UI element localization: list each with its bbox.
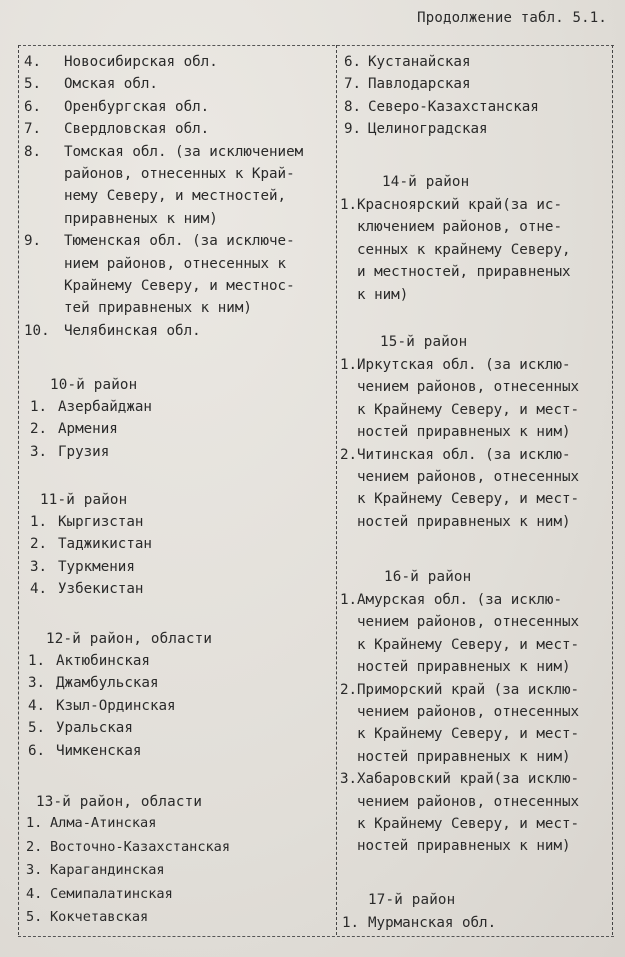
- item-text-continuation: ностей приравненых к ним): [357, 838, 571, 855]
- item-number: 7.: [24, 121, 42, 138]
- item-text-continuation: ностей приравненых к ним): [357, 424, 571, 441]
- item-number: 4.: [26, 885, 43, 902]
- item-text-continuation: нием районов, отнесенных к: [64, 255, 287, 272]
- item-text: Амурская обл. (за исклю-: [357, 592, 562, 608]
- region-heading: 16-й район: [384, 569, 472, 585]
- item-number: 2.: [30, 421, 48, 438]
- item-text-continuation: районов, отнесенных к Край-: [64, 166, 295, 182]
- region-heading: 10-й район: [50, 377, 138, 393]
- item-number: 8.: [344, 98, 362, 115]
- item-text: Туркмения: [58, 558, 135, 575]
- item-text-continuation: ключением районов, отне-: [357, 219, 562, 236]
- item-text: Мурманская обл.: [368, 915, 497, 931]
- item-text-continuation: ностей приравненых к ним): [357, 513, 571, 530]
- item-text: Красноярский край(за ис-: [357, 197, 562, 213]
- item-number: 2.: [340, 681, 358, 698]
- item-text-continuation: ностей приравненых к ним): [357, 748, 571, 765]
- item-number: 2.: [340, 446, 358, 463]
- item-number: 2.: [30, 536, 48, 553]
- item-text: Кокчетавская: [50, 909, 149, 926]
- item-number: 3.: [28, 675, 46, 692]
- left-border-rule: [18, 45, 19, 935]
- item-text: Карагандинская: [50, 862, 165, 879]
- item-number: 7.: [344, 76, 362, 93]
- item-number: 1.: [340, 197, 358, 213]
- item-number: 5.: [26, 909, 43, 926]
- item-text: Свердловская обл.: [64, 121, 210, 138]
- item-text: Чимкенская: [56, 742, 142, 759]
- item-text-continuation: чением районов, отнесенных: [357, 704, 580, 720]
- item-text: Приморский край (за исклю-: [357, 681, 580, 698]
- item-number: 1.: [340, 592, 358, 608]
- item-text-continuation: чением районов, отнесенных: [357, 469, 580, 485]
- item-text: Омская обл.: [64, 76, 158, 93]
- item-number: 1.: [30, 399, 48, 415]
- item-text: Хабаровский край(за исклю-: [357, 771, 580, 788]
- item-number: 9.: [24, 233, 42, 250]
- item-text-continuation: чением районов, отнесенных: [357, 793, 580, 810]
- item-number: 2.: [26, 838, 43, 855]
- item-text-continuation: приравненых к ним): [64, 210, 218, 227]
- item-text: Кустанайская: [368, 54, 471, 70]
- item-number: 1.: [342, 915, 360, 931]
- region-heading: 17-й район: [368, 892, 456, 908]
- item-text-continuation: чением районов, отнесенных: [357, 379, 580, 396]
- item-number: 6.: [28, 742, 46, 759]
- item-number: 1.: [28, 653, 46, 669]
- item-text: Таджикистан: [58, 536, 152, 553]
- item-text: Джамбульская: [56, 675, 159, 692]
- item-text: Узбекистан: [58, 581, 144, 598]
- item-number: 3.: [340, 771, 358, 788]
- item-text: Кзыл-Ординская: [56, 697, 176, 714]
- region-heading: 11-й район: [40, 492, 128, 508]
- item-text: Армения: [58, 421, 118, 438]
- item-text: Северо-Казахстанская: [368, 98, 539, 115]
- item-text: Павлодарская: [368, 76, 471, 93]
- item-text-continuation: тей приравненых к ним): [64, 300, 252, 317]
- item-text: Азербайджан: [58, 399, 152, 415]
- item-text: Алма-Атинская: [50, 815, 157, 831]
- item-text-continuation: к Крайнему Северу, и мест-: [357, 401, 580, 418]
- item-text: Семипалатинская: [50, 885, 173, 902]
- right-border-rule: [612, 45, 613, 935]
- item-number: 4.: [28, 697, 46, 714]
- region-heading: 12-й район, области: [46, 631, 213, 647]
- item-number: 4.: [24, 54, 42, 70]
- item-number: 1.: [30, 514, 48, 530]
- item-text-continuation: к ним): [357, 286, 409, 303]
- item-number: 8.: [24, 143, 42, 160]
- item-number: 4.: [30, 581, 48, 598]
- table-frame: [18, 45, 614, 937]
- item-text: Читинская обл. (за исклю-: [357, 446, 571, 463]
- column-divider-rule: [336, 45, 337, 935]
- table-caption: Продолжение табл. 5.1.: [417, 10, 607, 26]
- item-number: 5.: [24, 76, 42, 93]
- item-number: 3.: [30, 443, 48, 460]
- item-text-continuation: к Крайнему Северу, и мест-: [357, 491, 580, 508]
- item-text: Челябинская обл.: [64, 322, 201, 339]
- item-number: 6.: [24, 98, 42, 115]
- item-text-continuation: сенных к крайнему Северу,: [357, 241, 571, 258]
- item-text-continuation: Крайнему Северу, и местнос-: [64, 278, 295, 294]
- region-heading: 13-й район, области: [36, 794, 203, 810]
- item-text: Кыргизстан: [58, 514, 144, 530]
- item-text: Иркутская обл. (за исклю-: [357, 357, 571, 373]
- region-heading: 14-й район: [382, 174, 470, 190]
- item-text: Томская обл. (за исключением: [64, 143, 304, 160]
- item-text: Целиноградская: [368, 121, 488, 138]
- item-number: 9.: [344, 121, 362, 138]
- item-text: Тюменская обл. (за исключе-: [64, 233, 295, 250]
- item-number: 5.: [28, 720, 46, 737]
- item-text: Новосибирская обл.: [64, 54, 218, 70]
- item-text-continuation: и местностей, приравненых: [357, 264, 571, 281]
- item-text-continuation: к Крайнему Северу, и мест-: [357, 726, 580, 743]
- item-text: Восточно-Казахстанская: [50, 838, 231, 855]
- item-text-continuation: нему Северу, и местностей,: [64, 188, 287, 205]
- item-text-continuation: ностей приравненых к ним): [357, 659, 571, 676]
- item-number: 1.: [340, 357, 358, 373]
- item-number: 3.: [26, 862, 43, 879]
- item-text-continuation: к Крайнему Северу, и мест-: [357, 636, 580, 653]
- item-text: Оренбургская обл.: [64, 98, 210, 115]
- item-text-continuation: к Крайнему Северу, и мест-: [357, 816, 580, 832]
- item-text: Актюбинская: [56, 653, 150, 669]
- item-number: 3.: [30, 558, 48, 575]
- item-text-continuation: чением районов, отнесенных: [357, 614, 580, 631]
- item-number: 10.: [24, 322, 50, 339]
- item-number: 6.: [344, 54, 362, 70]
- item-text: Уральская: [56, 720, 133, 737]
- region-heading: 15-й район: [380, 334, 468, 350]
- item-number: 1.: [26, 815, 43, 831]
- item-text: Грузия: [58, 443, 110, 460]
